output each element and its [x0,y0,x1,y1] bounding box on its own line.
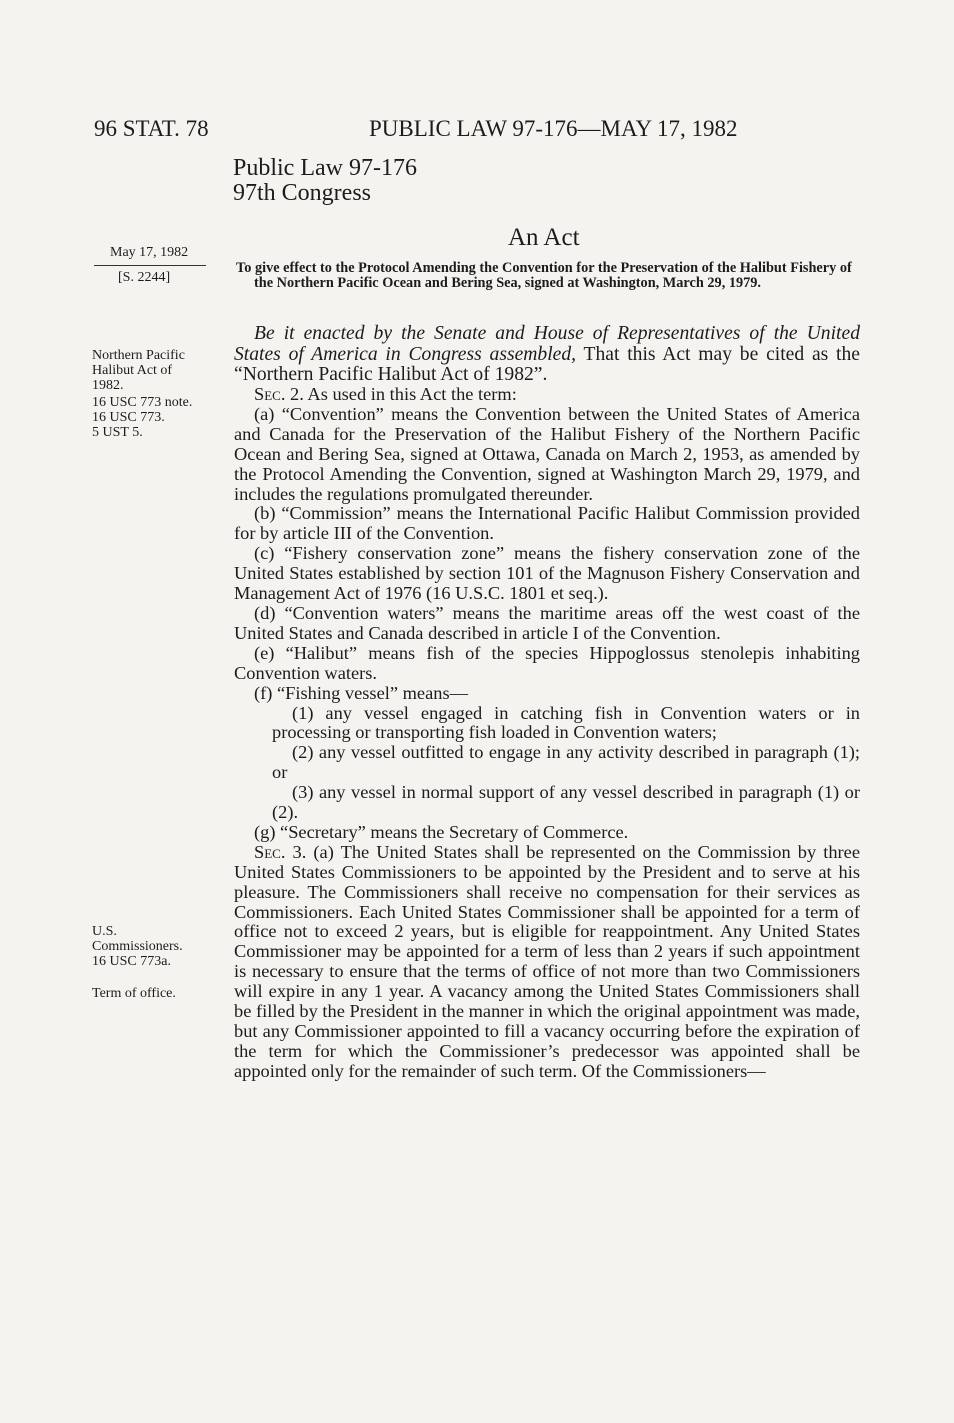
def-g: (g) “Secretary” means the Secretary of Commerce. [254,821,629,842]
def-f: (f) “Fishing vessel” means— [254,682,468,703]
sidenote-term: Term of office. [92,986,176,1001]
def-d: (d) “Convention waters” means the maritime areas off the west coast of the United States and Canada described in article I of the Convention. [234,602,860,643]
def-e: (e) “Halibut” means fish of the species Hippoglossus stenolepis inhabiting Convention waters. [234,642,860,683]
running-header: PUBLIC LAW 97-176—MAY 17, 1982 [369,116,738,141]
def-a: (a) “Convention” means the Convention between the United States of America and Canada for the Preservation of the Halibut Fishery of the Northern Pacific Ocean and Bering Sea, signed at Ottawa, Canada on March 2, 1953, as amended by the Protocol Amending the Convention, signed at Washington March 29, 1979, and includes the regulations promulgated thereunder. [234,403,860,504]
sidenote-date: May 17, 1982 [110,245,189,260]
section-2: Sec. 2. As used in this Act the term: (a) “Convention” means the Convention between the United States of America and Canada for the Preservation of the Halibut Fishery of the Northern Pacific Ocean and Bering Sea, signed at Ottawa, Canada on March 2, 1953, as amended by the Protocol Amending the Convention, signed at Washington March 29, 1979, and includes the regulations promulgated thereunder. (b) “Commission” means the International Pacific Halibut Commission provided for by article III of the Convention. (c) “Fishery conservation zone” means the fishery conservation zone of the United States established by section 101 of the Magnuson Fishery Conservation and Management Act of 1976 (16 U.S.C. 1801 et seq.). (d) “Convention waters” means the maritime areas off the west coast of the United States and Canada described in article I of the Convention. (e) “Halibut” means fish of the species Hippoglossus stenolepis inhabiting Convention waters. (f) “Fishing vessel” means— (1) any vessel engaged in catching fish in Convention waters or in processing or transporting fish loaded in Convention waters; (2) any vessel outfitted to engage in any activity described in paragraph (1); or (3) any vessel in normal support of any vessel described in paragraph (1) or (2). (g) “Secretary” means the Secretary of Commerce. Sec. 3. (a) The United States shall be represented on the Commission by three United States Commissioners to be appointed by the President and to serve at his pleasure. The Commissioners shall receive no compensation for their services as Commissioners. Each United States Commissioner shall be appointed for a term of office not to exceed 2 years, but is eligible for reappointment. Any United States Commissioner may be appointed for a term of less than 2 years if such appointment is necessary to ensure that the terms of office of not more than two Commissioners will expire in any 1 year. A vacancy among the United States Commissioners shall be filled by the President in the manner in which the original appointment was made, but any Commissioner appointed to fill a vacancy occurring before the expiration of the term for which the Commissioner’s predecessor was appointed shall be appointed only for the remainder of such term. Of the Commissioners— [234,384,860,1081]
sidenote-short-title: Northern Pacific Halibut Act of 1982. [92,348,185,393]
act-purpose: To give effect to the Protocol Amending the Convention for the Preservation of the Halibut Fishery of the Northern Pacific Ocean and Bering Sea, signed at Washington, March 29, 1979. [236,260,852,291]
sidenote-commissioners: U.S. Commissioners. 16 USC 773a. [92,924,183,969]
enacting-clause: Be it enacted by the Senate and House of Representatives of the United States of America in Congress assembled, That this Act may be cited as the “Northern Pacific Halibut Act of 1982”. [234,323,860,385]
def-c: (c) “Fishery conservation zone” means the fishery conservation zone of the United States established by section 101 of the Magnuson Fishery Conservation and Management Act of 1976 (16 U.S.C. 1801 et seq.). [234,543,860,604]
def-b: (b) “Commission” means the International Pacific Halibut Commission provided for by article III of the Convention. [234,503,860,544]
def-f-2: (2) any vessel outfitted to engage in any activity described in paragraph (1); or [272,742,860,783]
sidenote-divider [94,265,206,266]
def-f-1: (1) any vessel engaged in catching fish in Convention waters or in processing or transporting fish loaded in Convention waters; [272,702,860,743]
sidenote-bill: [S. 2244] [118,270,171,285]
sec2-label: Sec. 2. [254,384,304,404]
sec3-label: Sec. 3. [254,841,307,862]
show-through-ghost [615,148,621,174]
page-number: 96 STAT. 78 [94,116,209,141]
def-f-3: (3) any vessel in normal support of any vessel described in paragraph (1) or (2). [272,782,860,823]
sec3-text: (a) The United States shall be represented on the Commission by three United States Commissioners to be appointed by the President and to serve at his pleasure. The Commissioners shall receive no compensation for their services as Commissioners. Each United States Commissioner shall be appointed for a term of office not to exceed 2 years, but is eligible for reappointment. Any United States Commissioner may be appointed for a term of less than 2 years if such appointment is necessary to ensure that the terms of office of not more than two Commissioners will expire in any 1 year. A vacancy among the United States Commissioners shall be filled by the President in the manner in which the original appointment was made, but any Commissioner appointed to fill a vacancy occurring before the expiration of the term for which the Commissioner’s predecessor was appointed shall be appointed only for the remainder of such term. Of the Commissioners— [234,841,860,1081]
law-number: Public Law 97-176 [233,155,417,181]
sidenote-citations: 16 USC 773 note. 16 USC 773. 5 UST 5. [92,395,193,440]
congress-number: 97th Congress [233,180,371,206]
act-heading: An Act [508,224,580,251]
